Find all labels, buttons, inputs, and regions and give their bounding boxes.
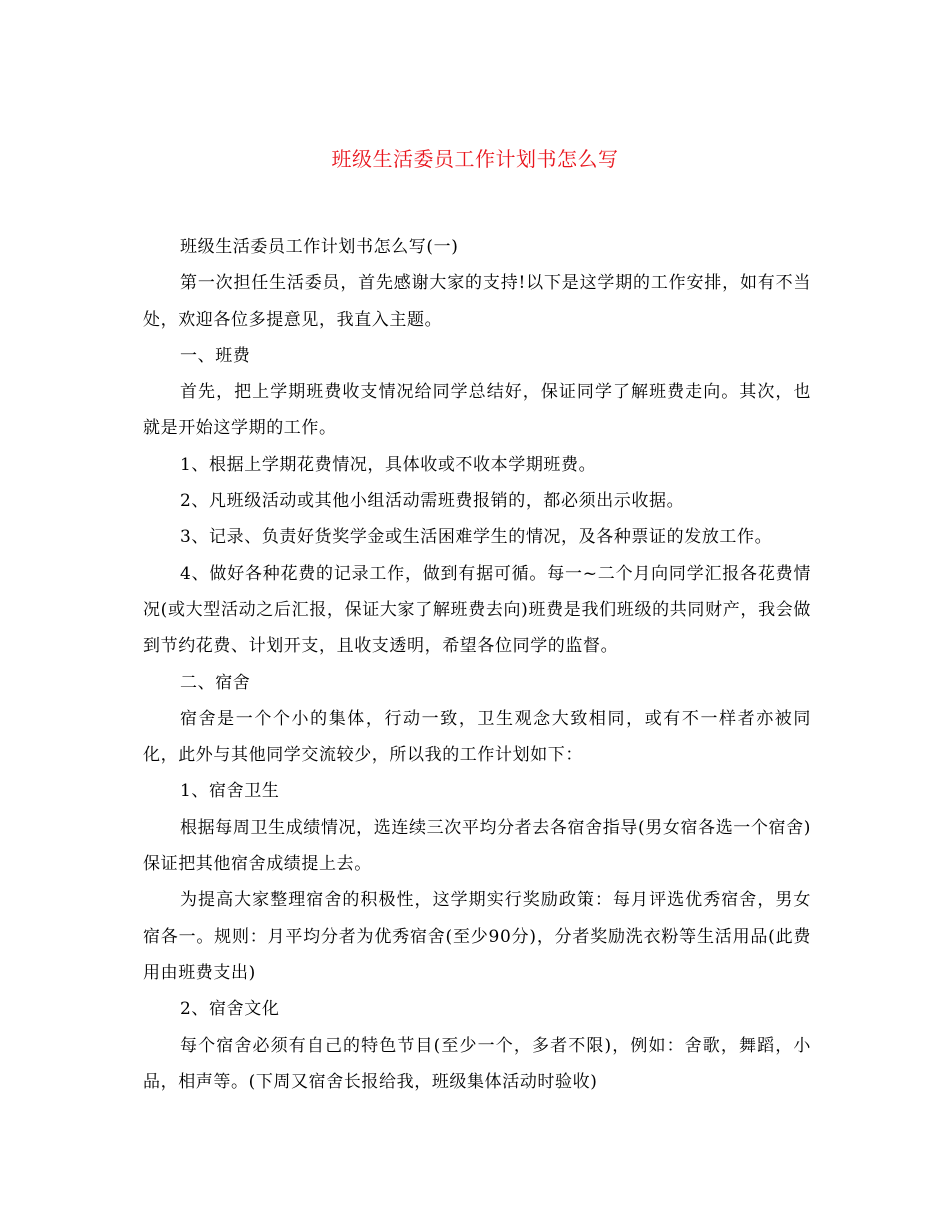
paragraph-dorm-reward: 为提高大家整理宿舍的积极性，这学期实行奖励政策：每月评选优秀宿舍，男女宿各一。规则：月平均分者为优秀宿舍(至少90分)，分者奖励洗衣粉等生活用品(此费用由班费支出) xyxy=(143,890,811,983)
document-body xyxy=(143,229,811,1100)
document-title: 班级生活委员工作计划书怎么写 xyxy=(331,147,619,171)
list-item-fee-3: 3、记录、负责好货奖学金或生活困难学生的情况，及各种票证的发放工作。 xyxy=(180,527,773,548)
paragraph-class-fee-summary: 首先，把上学期班费收支情况给同学总结好，保证同学了解班费走向。其次，也就是开始这学期的工作。 xyxy=(143,382,811,439)
paragraph-dormitory-intro: 宿舍是一个个小的集体，行动一致，卫生观念大致相同，或有不一样者亦被同化，此外与其他同学交流较少，所以我的工作计划如下： xyxy=(143,708,811,766)
list-item-fee-1: 1、根据上学期花费情况，具体收或不收本学期班费。 xyxy=(180,454,597,475)
subheading-dorm-culture: 2、宿舍文化 xyxy=(180,999,280,1020)
paragraph-heading-part-one: 班级生活委员工作计划书怎么写(一) xyxy=(180,237,459,257)
list-item-fee-2: 2、凡班级活动或其他小组活动需班费报销的，都必须出示收据。 xyxy=(180,491,685,512)
paragraph-dorm-hygiene: 根据每周卫生成绩情况，选连续三次平均分者去各宿舍指导(男女宿各选一个宿舍)保证把其他宿舍成绩提上去。 xyxy=(143,817,811,875)
paragraph-intro: 第一次担任生活委员，首先感谢大家的支持!以下是这学期的工作安排，如有不当处，欢迎各位多提意见，我直入主题。 xyxy=(143,273,811,330)
subheading-dorm-hygiene: 1、宿舍卫生 xyxy=(180,781,280,802)
section-heading-class-fee: 一、班费 xyxy=(180,345,251,366)
paragraph-dorm-culture: 每个宿舍必须有自己的特色节目(至少一个，多者不限)，例如：舍歌，舞蹈，小品，相声等。(下周又宿舍长报给我，班级集体活动时验收) xyxy=(143,1035,811,1092)
list-item-fee-4: 4、做好各种花费的记录工作，做到有据可循。每一~二个月向同学汇报各花费情况(或大型活动之后汇报，保证大家了解班费去向)班费是我们班级的共同财产，我会做到节约花费、计划开支，且收支透明，希望各位同学的监督。 xyxy=(143,563,811,657)
section-heading-dormitory: 二、宿舍 xyxy=(180,672,251,693)
